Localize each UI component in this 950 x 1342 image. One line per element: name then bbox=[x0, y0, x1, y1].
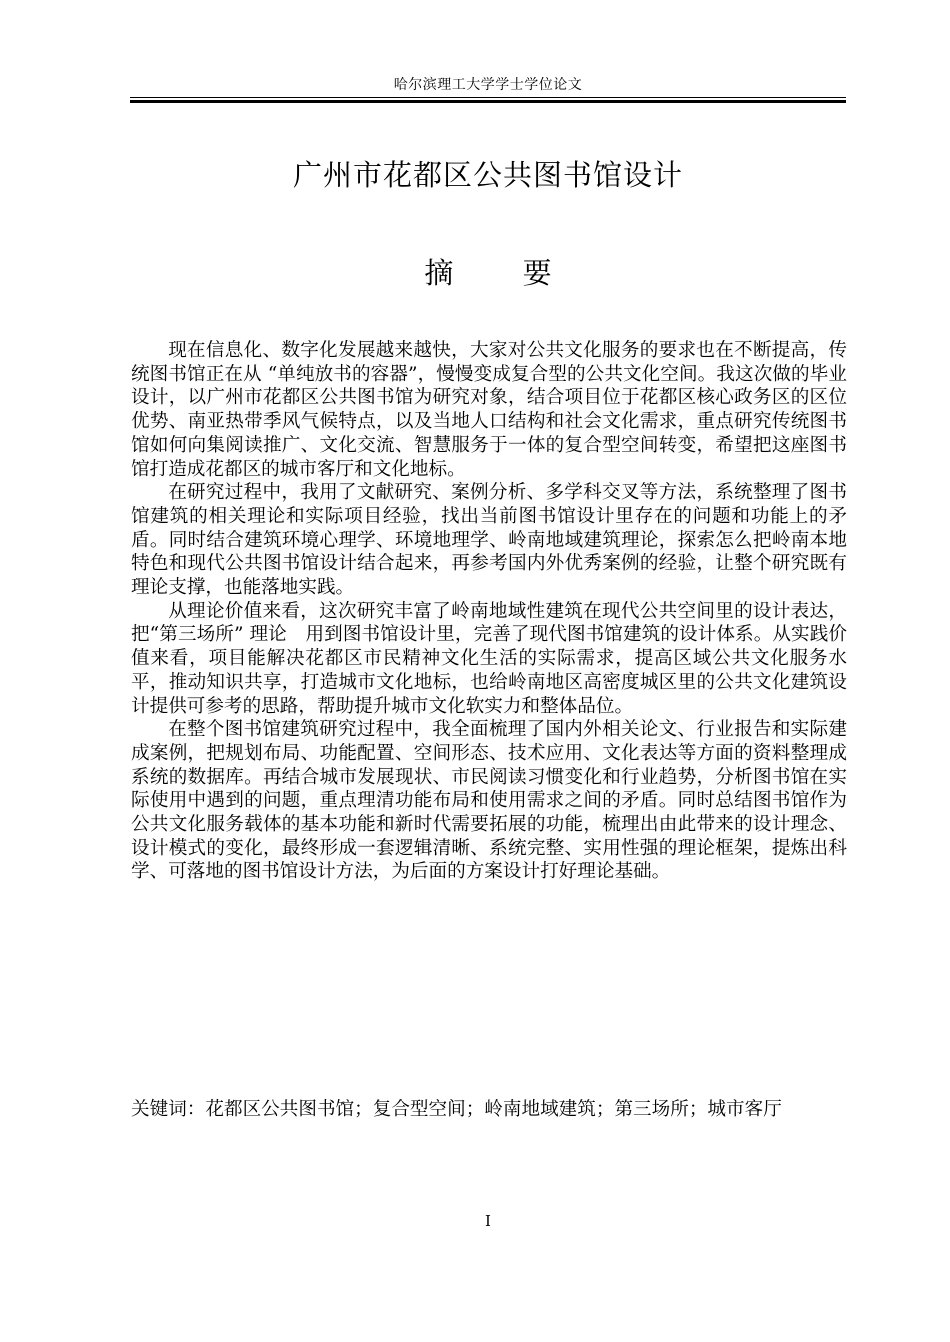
page-number: I bbox=[485, 1212, 491, 1230]
keywords-text: 花都区公共图书馆；复合型空间；岭南地域建筑；第三场所；城市客厅 bbox=[205, 1099, 782, 1120]
abstract-paragraph: 在研究过程中，我用了文献研究、案例分析、多学科交叉等方法，系统整理了图书馆建筑的相关理论和实际项目经验，找出当前图书馆设计里存在的问题和功能上的矛盾。同时结合建筑环境心理学、环境地理学、岭南地域建筑理论，探索怎么把岭南本地特色和现代公共图书馆设计结合起来，再参考国内外优秀案例的经验，让整个研究既有理论支撑，也能落地实践。 bbox=[131, 482, 847, 599]
abstract-paragraph: 从理论价值来看，这次研究丰富了岭南地域性建筑在现代公共空间里的设计表达，把“第三场所” 理论 用到图书馆设计里，完善了现代图书馆建筑的设计体系。从实践价值来看，项目能解决花都区市民精神文化生活的实际需求，提高区域公共文化服务水平，推动知识共享，打造城市文化地标，也给岭南地区高密度城区里的公共文化建筑设计提供可参考的思路，帮助提升城市文化软实力和整体品位。 bbox=[131, 600, 847, 717]
keywords bbox=[131, 1097, 847, 1123]
header-rule-thin bbox=[130, 97, 846, 98]
abstract-paragraph: 现在信息化、数字化发展越来越快，大家对公共文化服务的要求也在不断提高，传统图书馆正在从 “单纯放书的容器”，慢慢变成复合型的公共文化空间。我这次做的毕业设计，以广州市花都区公共图书馆为研究对象，结合项目位于花都区核心政务区的区位优势、南亚热带季风气候特点，以及当地人口结构和社会文化需求，重点研究传统图书馆如何向集阅读推广、文化交流、智慧服务于一体的复合型空间转变，希望把这座图书馆打造成花都区的城市客厅和文化地标。 bbox=[131, 340, 847, 480]
running-header: 哈尔滨理工大学学士学位论文 bbox=[393, 77, 583, 93]
abstract-paragraph: 在整个图书馆建筑研究过程中，我全面梳理了国内外相关论文、行业报告和实际建成案例，把规划布局、功能配置、空间形态、技术应用、文化表达等方面的资料整理成系统的数据库。再结合城市发展现状、市民阅读习惯变化和行业趋势，分析图书馆在实际使用中遇到的问题，重点理清功能布局和使用需求之间的矛盾。同时总结图书馆作为公共文化服务载体的基本功能和新时代需要拓展的功能，梳理出由此带来的设计理念、设计模式的变化，最终形成一套逻辑清晰、系统完整、实用性强的理论框架，提炼出科学、可落地的图书馆设计方法，为后面的方案设计打好理论基础。 bbox=[131, 719, 847, 883]
keywords-label: 关键词： bbox=[131, 1099, 206, 1120]
abstract-body bbox=[131, 339, 847, 884]
header-rule-thick bbox=[130, 100, 846, 103]
thesis-title: 广州市花都区公共图书馆设计 bbox=[292, 158, 683, 192]
abstract-heading: 摘 要 bbox=[424, 256, 582, 290]
